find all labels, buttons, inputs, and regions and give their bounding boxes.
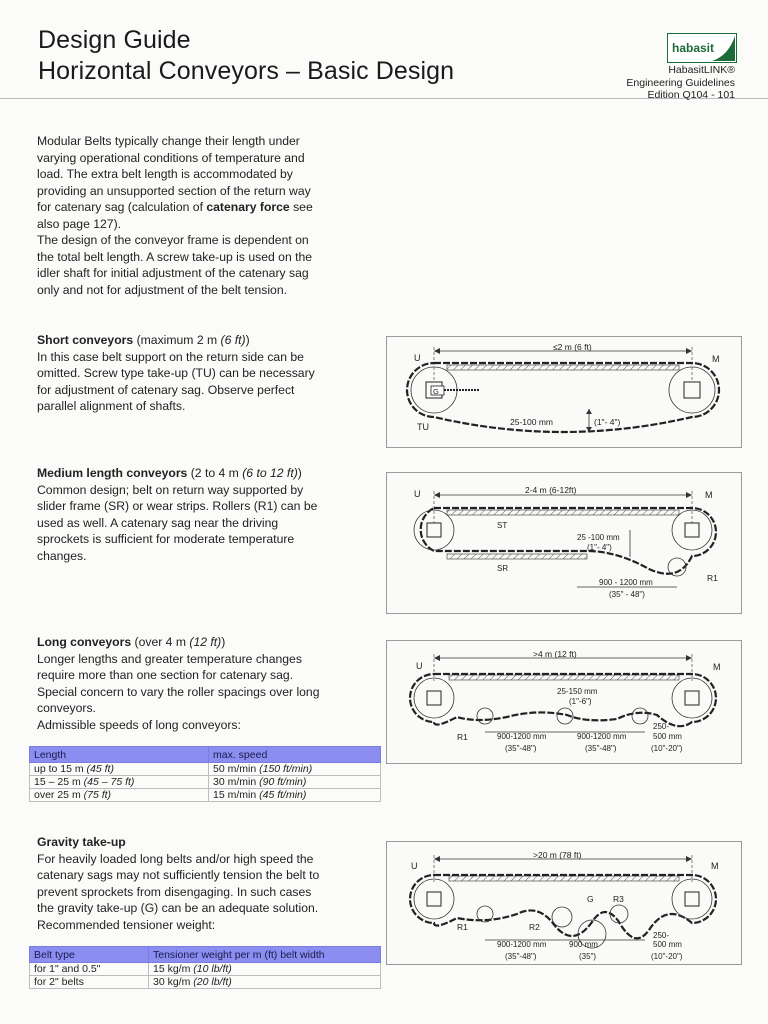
- span1-label: 900-1200 mm: [497, 940, 547, 949]
- end-label: 250-: [653, 931, 670, 940]
- table-header-row: [30, 947, 381, 963]
- table-cell: over 25 m (75 ft): [30, 789, 209, 802]
- table-cell: 50 m/min (150 ft/min): [209, 763, 381, 776]
- m-label: M: [705, 490, 713, 500]
- table-cell: for 2" belts: [30, 976, 149, 989]
- medium-conveyor-diagram: [386, 472, 742, 614]
- catenary-force-term: catenary force: [206, 200, 290, 214]
- text-line: conveyors.: [37, 701, 96, 715]
- span2-in-label: (35"): [579, 952, 597, 961]
- column-header: Belt type: [30, 947, 149, 963]
- length-label: ≤2 m (6 ft): [553, 342, 592, 352]
- text-line: In this case belt support on the return side can be: [37, 349, 304, 364]
- u-label: U: [416, 661, 423, 671]
- sag-label: 25-150 mm: [557, 687, 598, 696]
- short-conveyors-section: [37, 332, 382, 415]
- end-in-label: (10"-20"): [651, 952, 683, 961]
- span1-label: 900-1200 mm: [497, 732, 547, 741]
- text-line: only and not for adjustment of the belt tension.: [37, 282, 288, 297]
- text-line: the total belt length. A screw take-up is used on the: [37, 249, 313, 264]
- text-line: Common design; belt on return way supported by: [37, 482, 304, 497]
- text-line: catenary sags may not sufficiently tension the belt to: [37, 868, 320, 882]
- text-line: prevent sprockets from disengaging. In such cases: [37, 884, 312, 899]
- span1-in-label: (35"-48"): [505, 952, 537, 961]
- table-cell: for 1" and 0.5": [30, 963, 149, 976]
- span2-label: 900 mm: [569, 940, 598, 949]
- span2-in-label: (35"-48"): [585, 744, 617, 753]
- short-conveyor-diagram: [386, 336, 742, 448]
- end2-label: 500 mm: [653, 940, 682, 949]
- sr-label: SR: [497, 564, 509, 573]
- text-line: load. The extra belt length is accommodated by: [37, 167, 293, 181]
- r1-label: R1: [457, 922, 468, 932]
- text-line: for adjustment of catenary sag. Observe perfect: [37, 382, 295, 397]
- table-cell: up to 15 m (45 ft): [30, 763, 209, 776]
- g-label: G: [433, 387, 439, 396]
- section-heading: Short conveyors (maximum 2 m (6 ft)): [37, 333, 250, 347]
- speed-table: [29, 746, 381, 802]
- text-line: varying operational conditions of temperature and: [37, 150, 305, 165]
- u-label: U: [414, 353, 421, 363]
- habasit-logo: [667, 33, 737, 63]
- r2-label: R2: [529, 922, 540, 932]
- r1-label: R1: [707, 573, 718, 583]
- text-line: also page 127).: [37, 216, 122, 231]
- sag-in-label: (1"- 4"): [594, 417, 621, 427]
- column-header: Length: [30, 747, 209, 763]
- u-label: U: [411, 861, 418, 871]
- sag-in-label: (1"-6"): [569, 697, 592, 706]
- column-header: max. speed: [209, 747, 381, 763]
- long-conveyor-diagram: [386, 640, 742, 764]
- text-line: changes.: [37, 548, 87, 563]
- m-label: M: [711, 861, 719, 871]
- text-line: Recommended tensioner weight:: [37, 917, 216, 932]
- doc-edition: Edition Q104 - 101: [647, 89, 735, 101]
- text-line: For heavily loaded long belts and/or high speed the: [37, 851, 314, 866]
- intro-paragraph: [37, 133, 377, 298]
- medium-conveyors-section: [37, 465, 382, 564]
- sag-in-label: (1"- 4"): [587, 543, 612, 552]
- span-in-label: (35" - 48"): [609, 590, 645, 599]
- section-heading: Medium length conveyors (2 to 4 m (6 to 12 ft)): [37, 466, 302, 480]
- doc-name: HabasitLINK®: [668, 64, 735, 76]
- column-header: Tensioner weight per m (ft) belt width: [149, 947, 381, 963]
- text-line: idler shaft for initial adjustment of the catenary sag: [37, 266, 309, 280]
- table-row: [30, 789, 381, 802]
- section-heading: Gravity take-up: [37, 835, 126, 849]
- m-label: M: [713, 662, 721, 672]
- text-line: for catenary sag (calculation of catenary force see: [37, 200, 313, 214]
- long-conveyors-section: [37, 634, 382, 733]
- length-label: 2-4 m (6-12ft): [525, 485, 577, 495]
- text-line: slider frame (SR) or wear strips. Rollers (R1) can be: [37, 499, 318, 513]
- sag-label: 25-100 mm: [510, 417, 553, 427]
- text-line: Admissible speeds of long conveyors:: [37, 717, 241, 732]
- span1-in-label: (35"-48"): [505, 744, 537, 753]
- table-cell: 30 m/min (90 ft/min): [209, 776, 381, 789]
- table-cell: 15 kg/m (10 lb/ft): [149, 963, 381, 976]
- page-title: Design Guide: [38, 26, 191, 54]
- u-label: U: [414, 489, 421, 499]
- length-label: >4 m (12 ft): [533, 649, 577, 659]
- table-cell: 30 kg/m (20 lb/ft): [149, 976, 381, 989]
- text-line: the gravity take-up (G) can be an adequate solution.: [37, 901, 319, 915]
- text-line: omitted. Screw type take-up (TU) can be necessary: [37, 366, 315, 380]
- doc-type: Engineering Guidelines: [626, 77, 735, 89]
- r3-label: R3: [613, 894, 624, 904]
- end-label: 250-: [653, 722, 670, 731]
- end-in-label: (10"-20"): [651, 744, 683, 753]
- r1-label: R1: [457, 732, 468, 742]
- text-line: Longer lengths and greater temperature changes: [37, 651, 302, 666]
- sag-label: 25 -100 mm: [577, 533, 620, 542]
- length-label: >20 m (78 ft): [533, 850, 582, 860]
- span-label: 900 - 1200 mm: [599, 578, 653, 587]
- logo-text: habasit: [672, 41, 715, 55]
- text-line: The design of the conveyor frame is dependent on: [37, 233, 309, 247]
- table-cell: 15 – 25 m (45 – 75 ft): [30, 776, 209, 789]
- tu-label: TU: [417, 422, 429, 432]
- text-line: require more than one section for catenary sag.: [37, 668, 294, 682]
- table-header-row: [30, 747, 381, 763]
- text-line: providing an unsupported section of the return way: [37, 183, 311, 198]
- text-line: Special concern to vary the roller spacings over long: [37, 684, 320, 699]
- text-line: Modular Belts typically change their length under: [37, 134, 300, 148]
- table-cell: 15 m/min (45 ft/min): [209, 789, 381, 802]
- belt-path: [407, 363, 719, 432]
- end2-label: 500 mm: [653, 732, 682, 741]
- gravity-takeup-section: [37, 834, 382, 933]
- st-label: ST: [497, 521, 508, 530]
- text-line: parallel alignment of shafts.: [37, 399, 186, 413]
- table-row: [30, 763, 381, 776]
- logo-swoosh-icon: [710, 34, 736, 62]
- text-line: sprockets is sufficient for moderate temperature: [37, 532, 295, 546]
- page-subtitle: Horizontal Conveyors – Basic Design: [38, 57, 455, 85]
- tensioner-table: [29, 946, 381, 989]
- section-heading: Long conveyors (over 4 m (12 ft)): [37, 635, 226, 649]
- span2-label: 900-1200 mm: [577, 732, 627, 741]
- table-row: [30, 963, 381, 976]
- m-label: M: [712, 354, 720, 364]
- table-row: [30, 776, 381, 789]
- text-line: used as well. A catenary sag near the driving: [37, 515, 279, 530]
- g-label: G: [587, 894, 594, 904]
- gravity-takeup-diagram: [386, 841, 742, 965]
- table-row: [30, 976, 381, 989]
